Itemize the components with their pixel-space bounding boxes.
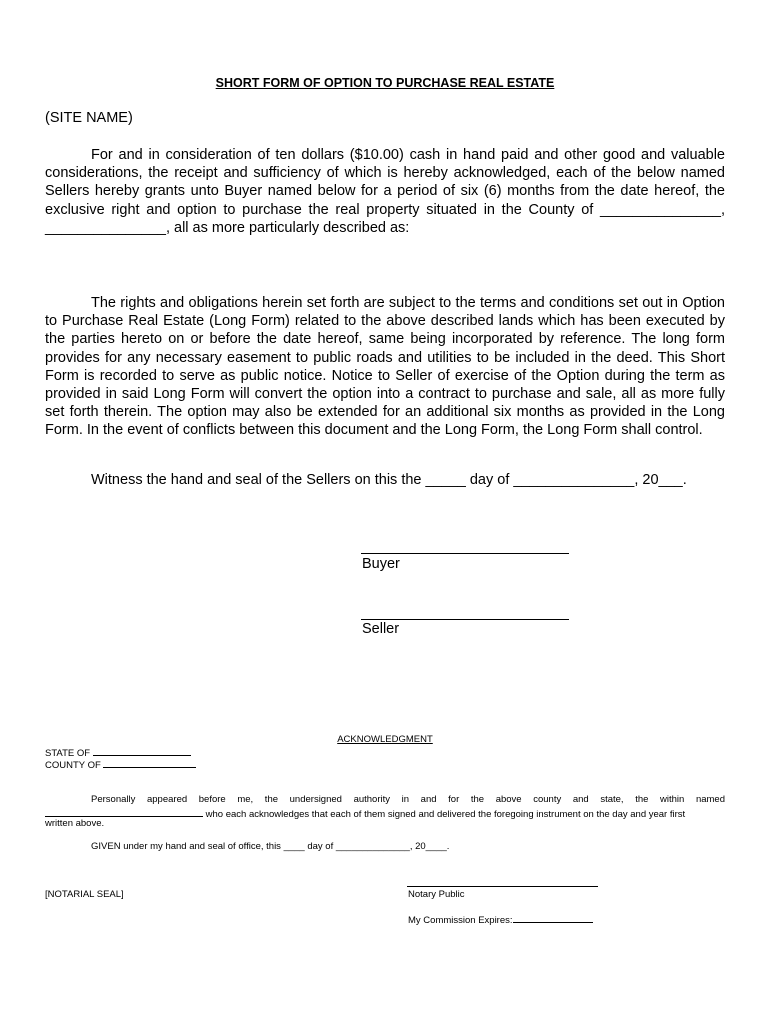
witness-line: Witness the hand and seal of the Sellers on this the _____ day of _______________, 20___. <box>91 472 687 488</box>
county-blank[interactable] <box>103 757 196 768</box>
seller-label: Seller <box>362 621 400 637</box>
site-name: (SITE NAME) <box>45 110 133 126</box>
commission-expires-blank[interactable] <box>513 912 593 923</box>
acknowledges-text: who each acknowledges that each of them signed and delivered the foregoing instrument on the day and year first <box>205 809 686 820</box>
consideration-paragraph: For and in consideration of ten dollars ($10.00) cash in hand paid and other good and valuable considerations, the receipt and sufficiency of which is hereby acknowledged, each of the below named Sellers hereby grants unto Buyer named below for a period of six (6) months from the date hereof, the exclusive right and option to purchase the real property situated in the County of _______________, _______________, all as more particularly described as: <box>45 147 725 236</box>
county-of-line <box>45 757 196 772</box>
state-blank[interactable] <box>93 745 191 756</box>
commission-expires-label: My Commission Expires: <box>408 915 513 926</box>
buyer-signature-line[interactable] <box>361 553 569 554</box>
given-under-hand-line: GIVEN under my hand and seal of office, this ____ day of ______________, 20____. <box>91 841 450 852</box>
buyer-label: Buyer <box>362 556 400 572</box>
county-label: COUNTY OF <box>45 760 101 771</box>
acknowledgment-title: ACKNOWLEDGMENT <box>337 734 433 745</box>
named-persons-blank[interactable] <box>45 806 203 817</box>
personally-appeared-line1: Personally appeared before me, the undersigned authority in and for the above county and state, the within named <box>91 794 725 805</box>
personally-appeared-line2 <box>45 806 725 821</box>
notary-signature-line[interactable] <box>407 886 598 887</box>
notarial-seal-label: [NOTARIAL SEAL] <box>45 889 124 900</box>
personally-appeared-line3: written above. <box>45 818 105 829</box>
notary-public-label: Notary Public <box>408 889 465 900</box>
rights-obligations-paragraph: The rights and obligations herein set forth are subject to the terms and conditions set out in Option to Purchase Real Estate (Long Form) related to the above described lands which has been executed by the parties hereto on or before the date hereof, same being incorporated by reference. The long form provides for any necessary easement to public roads and utilities to be included in the deed. This Short Form is recorded to serve as public notice. Notice to Seller of exercise of the Option during the term as provided in said Long Form will convert the option into a contract to purchase and sale, all as more fully set forth therein. The option may also be extended for an additional six months as provided in the Long Form. In the event of conflicts between this document and the Long Form, the Long Form shall control. <box>45 295 725 439</box>
seller-signature-line[interactable] <box>361 619 569 620</box>
commission-expires-line <box>408 912 593 927</box>
document-title: SHORT FORM OF OPTION TO PURCHASE REAL ESTATE <box>215 76 555 90</box>
state-label: STATE OF <box>45 748 91 759</box>
